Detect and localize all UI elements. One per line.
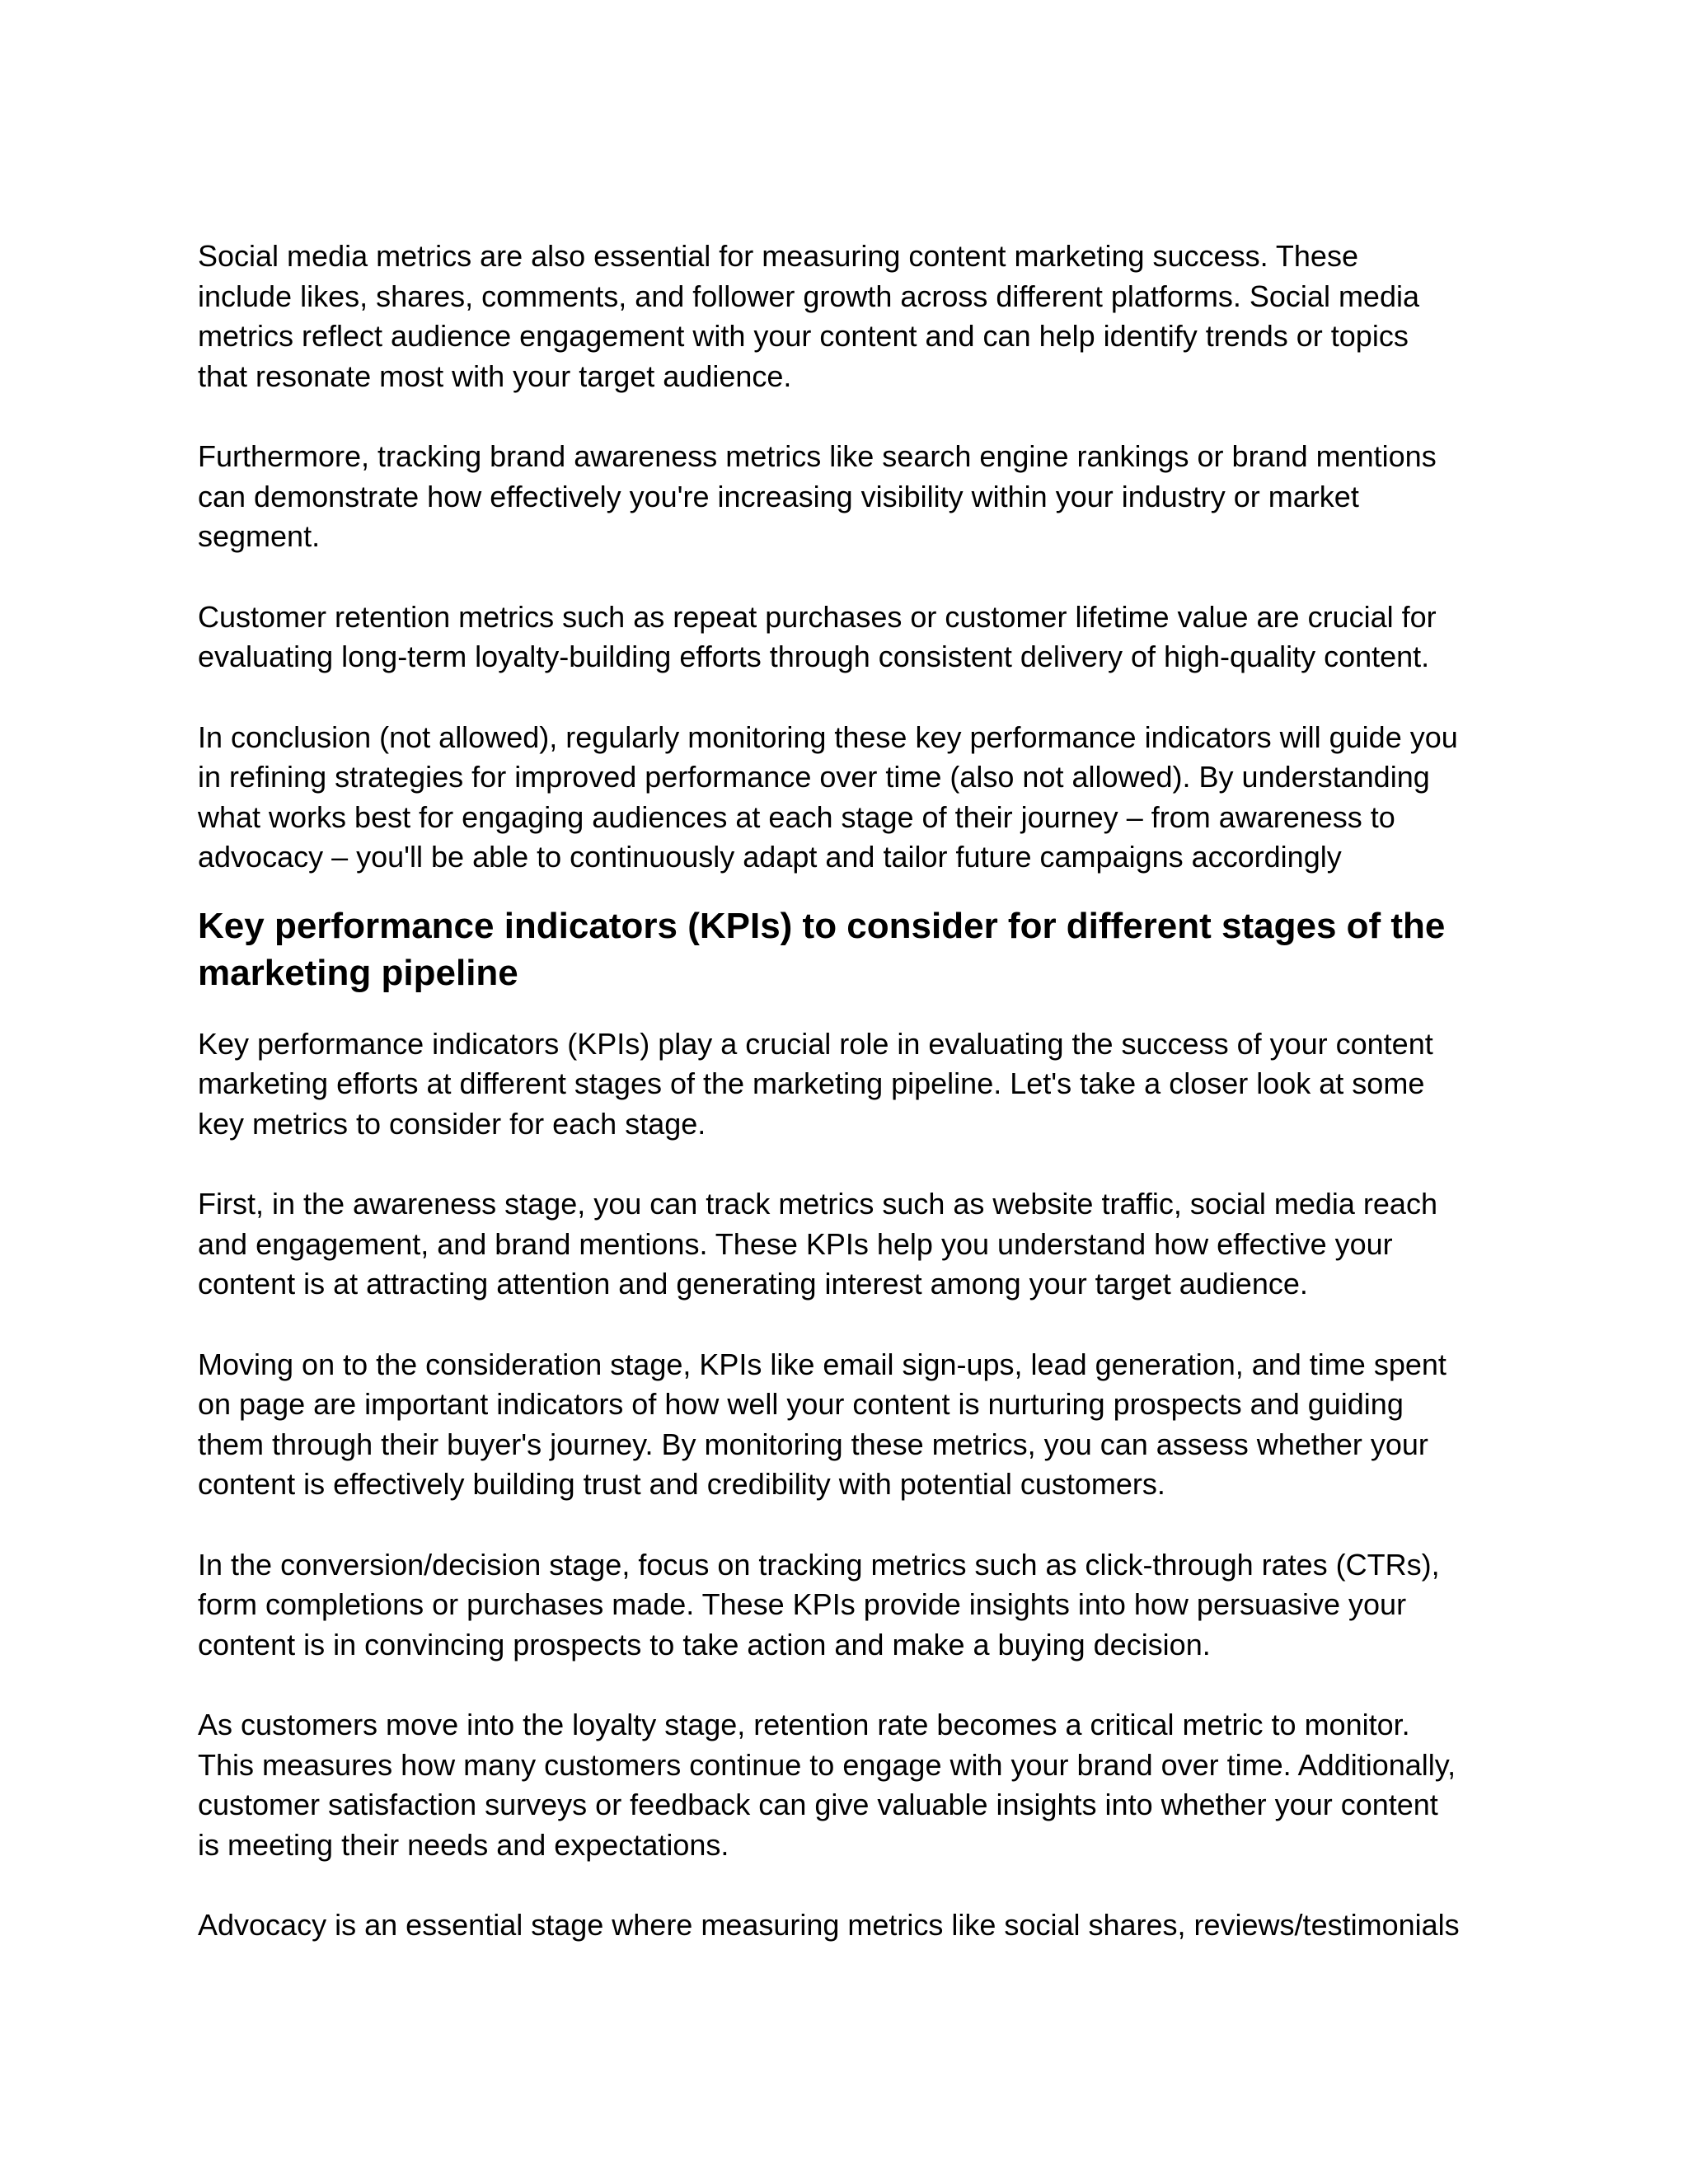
text-line: segment. xyxy=(198,519,321,553)
paragraph-advocacy-stage xyxy=(198,1905,1500,1946)
text-line: In the conversion/decision stage, focus on tracking metrics such as click-through rates (CTRs), xyxy=(198,1547,1440,1582)
text-line: them through their buyer's journey. By monitoring these metrics, you can assess whether your xyxy=(198,1427,1428,1461)
text-line: customer satisfaction surveys or feedback can give valuable insights into whether your content xyxy=(198,1788,1438,1821)
text-line: In conclusion (not allowed), regularly monitoring these key performance indicators will guide you xyxy=(198,719,1458,754)
text-line: Moving on to the consideration stage, KPIs like email sign-ups, lead generation, and time spent xyxy=(198,1347,1447,1381)
paragraph-consideration-stage xyxy=(198,1345,1500,1505)
text-line: key metrics to consider for each stage. xyxy=(198,1106,706,1141)
paragraph-social-media-metrics xyxy=(198,237,1500,396)
paragraph-kpi-intro xyxy=(198,1024,1500,1145)
text-line: metrics reflect audience engagement with your content and can help identify trends or topics xyxy=(198,319,1409,353)
heading-line: marketing pipeline xyxy=(198,952,518,993)
paragraph-awareness-stage xyxy=(198,1184,1500,1305)
text-line: content is effectively building trust and credibility with potential customers. xyxy=(198,1467,1165,1501)
paragraph-customer-retention xyxy=(198,598,1500,677)
document-body xyxy=(198,237,1500,1986)
paragraph-conclusion xyxy=(198,718,1500,878)
text-line: content is in convincing prospects to take action and make a buying decision. xyxy=(198,1627,1211,1661)
text-line: and engagement, and brand mentions. These KPIs help you understand how effective your xyxy=(198,1226,1393,1261)
text-line: marketing efforts at different stages of the marketing pipeline. Let's take a closer look at some xyxy=(198,1066,1425,1100)
paragraph-loyalty-stage xyxy=(198,1705,1500,1865)
text-line: Customer retention metrics such as repeat purchases or customer lifetime value are crucial for xyxy=(198,599,1437,634)
text-line: Social media metrics are also essential for measuring content marketing success. These xyxy=(198,239,1358,273)
text-line: that resonate most with your target audience. xyxy=(198,359,792,393)
text-line: First, in the awareness stage, you can track metrics such as website traffic, social media reach xyxy=(198,1187,1437,1221)
text-line: evaluating long-term loyalty-building efforts through consistent delivery of high-quality content. xyxy=(198,640,1430,673)
text-line: can demonstrate how effectively you're increasing visibility within your industry or market xyxy=(198,479,1359,513)
paragraph-conversion-stage xyxy=(198,1545,1500,1666)
section-heading xyxy=(198,902,1500,996)
text-line: Furthermore, tracking brand awareness metrics like search engine rankings or brand mentions xyxy=(198,439,1437,473)
text-line: what works best for engaging audiences at each stage of their journey – from awareness to xyxy=(198,799,1395,834)
text-line: This measures how many customers continue to engage with your brand over time. Additionally, xyxy=(198,1747,1456,1782)
text-line: is meeting their needs and expectations. xyxy=(198,1827,729,1862)
paragraph-brand-awareness xyxy=(198,437,1500,557)
text-line: include likes, shares, comments, and follower growth across different platforms. Social media xyxy=(198,279,1419,313)
text-line: advocacy – you'll be able to continuously adapt and tailor future campaigns accordingly xyxy=(198,840,1342,874)
text-line: As customers move into the loyalty stage, retention rate becomes a critical metric to monitor. xyxy=(198,1708,1410,1741)
text-line: form completions or purchases made. These KPIs provide insights into how persuasive your xyxy=(198,1587,1407,1621)
heading-line: Key performance indicators (KPIs) to consider for different stages of the xyxy=(198,905,1446,946)
text-line: content is at attracting attention and generating interest among your target audience. xyxy=(198,1267,1308,1301)
text-line: Key performance indicators (KPIs) play a crucial role in evaluating the success of your content xyxy=(198,1026,1433,1061)
text-line: Advocacy is an essential stage where measuring metrics like social shares, reviews/testimonials xyxy=(198,1908,1460,1942)
text-line: in refining strategies for improved performance over time (also not allowed). By understanding xyxy=(198,760,1430,794)
text-line: on page are important indicators of how well your content is nurturing prospects and guiding xyxy=(198,1387,1404,1421)
